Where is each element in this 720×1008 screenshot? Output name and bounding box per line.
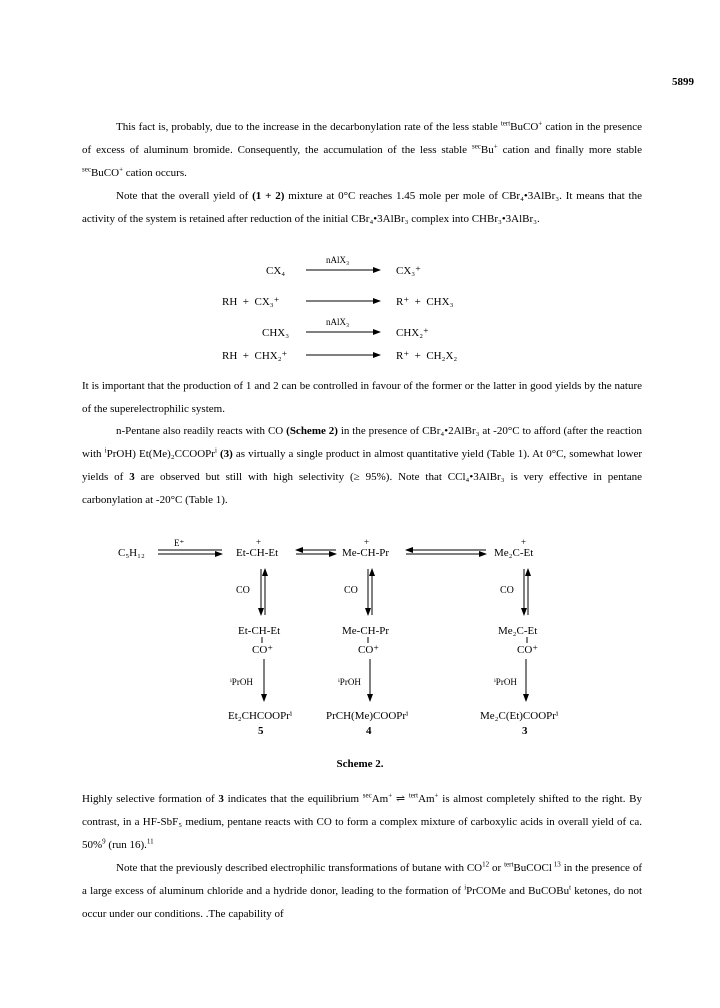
ester-3: Me₂C(Et)COOPrⁱ — [480, 710, 559, 722]
iproh-label-2: ⁱPrOH — [338, 677, 361, 687]
scheme1-r3-left: CHX₃ — [262, 327, 290, 339]
scheme1-r2-right: R⁺ + CHX₃ — [396, 296, 454, 308]
ester-2: PrCH(Me)COOPrⁱ — [326, 710, 409, 722]
cation-2: Me-CH-Pr — [342, 547, 390, 559]
iproh-label-3: ⁱPrOH — [494, 677, 517, 687]
paragraph-1: This fact is, probably, due to the increase in the decarbonylation rate of the less stable $^{tert}$BuCO+ cation in the presence of excess of aluminum bromide. Consequently, the accumulation of the less stable $^{sec}$Bu+ cation and finally more stable $^{sec}$BuCO+ cation occurs. — [82, 119, 643, 179]
co-label-2: CO — [344, 585, 358, 596]
acyl-3: Me₂C-Et — [498, 625, 538, 637]
cation-2-plus: + — [364, 537, 370, 547]
scheme1-r4-right: R⁺ + CH₂X₂ — [396, 350, 458, 362]
scheme1-r3-reagent: nAlX₃ — [326, 317, 350, 327]
cation-1-plus: + — [256, 537, 262, 547]
iproh-label-1: ⁱPrOH — [230, 677, 253, 687]
acyl-1: Et-CH-Et — [238, 625, 281, 637]
scheme-1 — [0, 250, 720, 365]
scheme1-r2-left: RH + CX₃⁺ — [222, 296, 280, 308]
cation-1: Et-CH-Et — [236, 547, 279, 559]
ester-2-number: 4 — [366, 725, 372, 737]
cation-3: Me₂C-Et — [494, 547, 534, 559]
paragraph-5: Highly selective formation of 3 indicates that the equilibrium $^{sec}$Am+ ⇌ $^{tert}$Am+ is almost completely shifted to the right. By contrast, in a HF-SbF₅ medium, pentane reacts with CO to form a complex mixture of carboxylic acids in overall yield of ca. 50%$^9$ (run 16).$^{11}$ — [82, 791, 643, 851]
paragraph-4: n-Pentane also readily reacts with CO (Scheme 2) in the presence of CBr₄•2AlBr₃ at -20°C to afford (after the reaction with $^i$PrOH) Et(Me)₂CCOOPr$^i$ (3) as virtually a single product in almost quantitative yield (Table 1). At 0°C, somewhat lower yields of 3 are observed but still with high selectivity (≥ 95%). Note that CCl₄•3AlBr₃ is very effective in pentane carbonylation at -20°C (Table 1). — [82, 425, 642, 506]
scheme1-r1-right: CX₃⁺ — [396, 265, 421, 277]
scheme1-r1-left: CX₄ — [266, 265, 286, 277]
co-label-1: CO — [236, 585, 250, 596]
page-number: 5899 — [672, 76, 694, 88]
acyl-3-co: CO⁺ — [517, 644, 539, 656]
acyl-1-co: CO⁺ — [252, 644, 274, 656]
electrophile-label: E⁺ — [174, 538, 185, 548]
paragraph-2: Note that the overall yield of (1 + 2) mixture at 0°C reaches 1.45 mole per mole of CBr₄•3AlBr₃. It means that the activity of the system is retained after reduction of the initial CBr₄•3AlBr₃ complex into CHBr₃•3AlBr₃. — [82, 190, 642, 225]
cation-3-plus: + — [521, 537, 527, 547]
acyl-2: Me-CH-Pr — [342, 625, 390, 637]
paragraph-3: It is important that the production of 1 and 2 can be controlled in favour of the former or the latter in good yields by the nature of the superelectrophilic system. — [82, 380, 642, 415]
scheme-caption: Scheme 2. — [336, 758, 384, 770]
scheme1-r3-right: CHX₂⁺ — [396, 327, 429, 339]
acyl-2-co: CO⁺ — [358, 644, 380, 656]
scheme1-r4-left: RH + CHX₂⁺ — [222, 350, 288, 362]
co-label-3: CO — [500, 585, 514, 596]
scheme-2 — [0, 535, 720, 750]
paragraph-6: Note that the previously described electrophilic transformations of butane with CO$^{12}$ or $^{tert}$BuCOCl $^{13}$ in the presence of a large excess of aluminum chloride and a hydride donor, leading to the formation of $^i$PrCOMe and BuCOBu$^t$ ketones, do not occur under our conditions. .The capability of — [82, 860, 643, 920]
ester-3-number: 3 — [522, 725, 528, 737]
ester-1-number: 5 — [258, 725, 264, 737]
pentane: C₅H₁₂ — [118, 547, 145, 559]
ester-1: Et₂CHCOOPrⁱ — [228, 710, 293, 722]
scheme1-r1-reagent: nAlX₃ — [326, 255, 350, 265]
